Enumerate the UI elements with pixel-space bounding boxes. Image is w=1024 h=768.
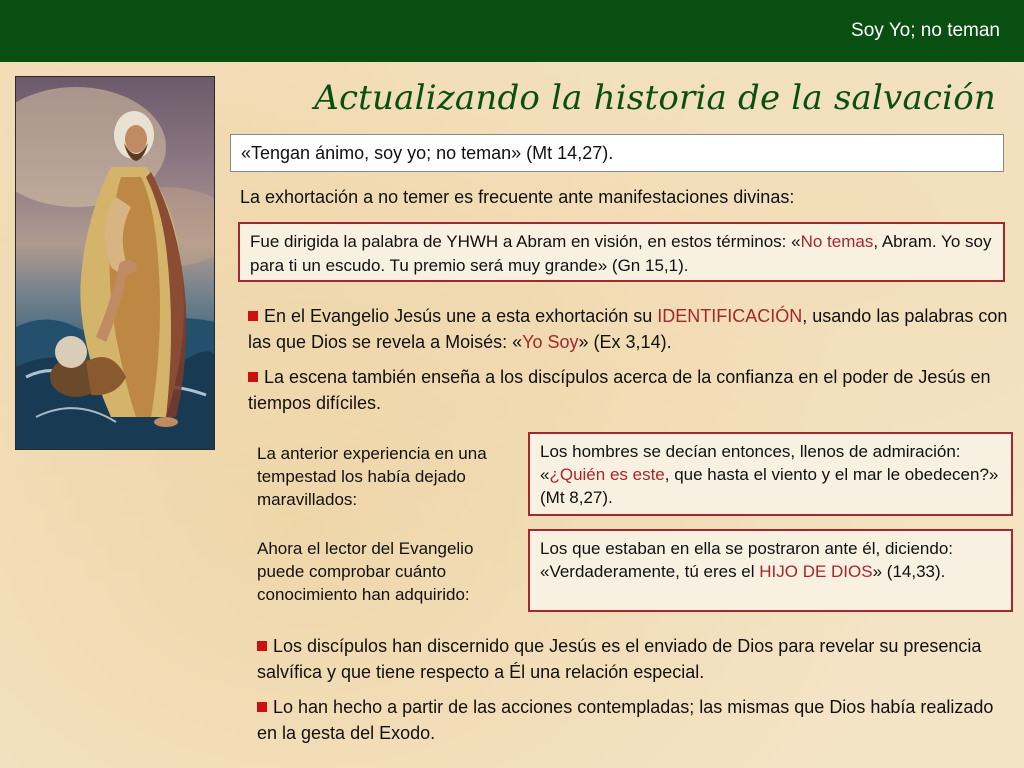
jesus-saving-peter-painting	[15, 76, 215, 450]
bullet-1-highlight1: IDENTIFICACIÓN	[657, 306, 803, 326]
bullet-disciples-discerned	[257, 633, 1007, 685]
bullet-icon	[248, 311, 258, 321]
matthew-8-highlight: ¿Quién es este	[549, 465, 665, 484]
previous-experience-text: La anterior experiencia en una tempestad los había dejado maravillados:	[257, 444, 487, 509]
bullet-icon	[257, 702, 267, 712]
page-title: Actualizando la historia de la salvación	[314, 78, 996, 118]
reader-knowledge-text: Ahora el lector del Evangelio puede comprobar cuánto conocimiento han adquirido:	[257, 539, 474, 604]
matthew-8-part1: Los hombres se decían entonces, llenos de admiración: «	[540, 442, 961, 484]
intro-text: La exhortación a no temer es frecuente ante manifestaciones divinas:	[240, 187, 795, 207]
genesis-text-part2: , Abram. Yo soy para ti un escudo. Tu premio será muy grande» (Gn 15,1).	[250, 232, 992, 275]
son-of-god-part1: Los que estaban en ella se postraron ante él, diciendo: «Verdaderamente, tú eres el	[540, 539, 954, 581]
bullet-1-part1: En el Evangelio Jesús une a esta exhortación su	[264, 306, 658, 326]
bullet-confidence	[248, 364, 1008, 416]
bullet-exodus-actions	[257, 694, 1007, 746]
matthew-8-part2: , que hasta el viento y el mar le obedecen?» (Mt 8,27).	[540, 465, 999, 507]
quote-box: «Tengan ánimo, soy yo; no teman» (Mt 14,27).	[230, 134, 1004, 172]
bullet-4-text: Lo han hecho a partir de las acciones contempladas; las mismas que Dios había realizado en la gesta del Exodo.	[257, 697, 994, 743]
slide-topic: Soy Yo; no teman	[851, 20, 1000, 41]
bullet-1-part3: » (Ex 3,14).	[578, 332, 672, 352]
son-of-god-part2: » (14,33).	[872, 562, 946, 581]
son-of-god-quote-box	[528, 529, 1013, 612]
bullet-icon	[257, 641, 267, 651]
painting-illustration	[16, 77, 215, 450]
bullet-icon	[248, 372, 258, 382]
genesis-highlight: No temas	[800, 232, 874, 251]
son-of-god-highlight: HIJO DE DIOS	[759, 562, 873, 581]
bullet-2-text: La escena también enseña a los discípulos acerca de la confianza en el poder de Jesús en tiempos difíciles.	[248, 367, 991, 413]
genesis-text-part1: Fue dirigida la palabra de YHWH a Abram en visión, en estos términos: «	[250, 232, 801, 251]
bullet-identification	[248, 303, 1008, 355]
matthew-8-quote-box	[528, 432, 1013, 516]
bullet-1-part2: , usando las palabras con las que Dios se revela a Moisés: «	[248, 306, 1008, 352]
genesis-quote-box	[238, 222, 1005, 282]
bullet-1-highlight2: Yo Soy	[522, 332, 579, 352]
top-bar	[0, 0, 1024, 62]
bullet-3-text: Los discípulos han discernido que Jesús es el enviado de Dios para revelar su presencia salvífica y que tiene respecto a Él una relación especial.	[257, 636, 982, 682]
